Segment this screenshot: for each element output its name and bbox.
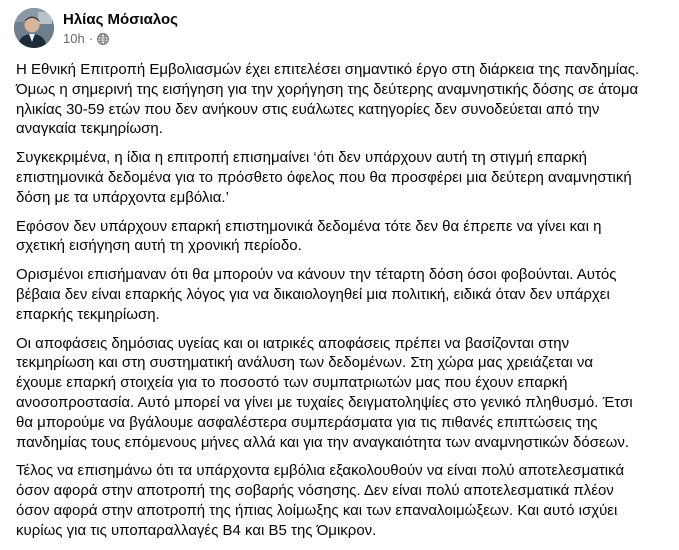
avatar-photo xyxy=(14,8,54,48)
meta-separator: · xyxy=(88,30,94,46)
post-paragraph-4: Ορισμένοι επισήμαναν ότι θα μπορούν να κάνουν την τέταρτη δόση όσοι φοβούνται. Αυτός βέβαια δεν είναι επαρκής λόγος για να δικαιολογηθεί μια πολιτική, ειδικά όταν δεν υπάρχει επαρκής τεκμηρίωση. xyxy=(16,266,617,323)
post-body xyxy=(16,60,676,550)
post-meta xyxy=(63,10,178,47)
avatar[interactable] xyxy=(14,8,54,48)
post-subline xyxy=(63,31,178,47)
post-paragraph-6: Τέλος να επισημάνω ότι τα υπάρχοντα εμβόλια εξακολουθούν να είναι πολύ αποτελεσματικά όσον αφορά στην αποτροπή της σοβαρής νόσησης. Δεν είναι πολύ αποτελεσματικά πλέον όσον αφορά στην αποτροπή της ήπιας λοίμωξης και των επαναλοιμώξεων. Και αυτό ισχύει κυρίως για τις υποπαραλλαγές Β4 και Β5 της Όμικρον. xyxy=(16,462,625,539)
post-paragraph-2: Συγκεκριμένα, η ίδια η επιτροπή επισημαίνει ‘ότι δεν υπάρχουν αυτή τη στιγμή επαρκή επιστημονικά δεδομένα για το πρόσθετο όφελος που θα προσφέρει μια δεύτερη αναμνηστική δόση με τα υπάρχοντα εμβόλια.’ xyxy=(16,149,632,206)
post-time[interactable]: 10h xyxy=(63,30,85,46)
author-name[interactable]: Ηλίας Μόσιαλος xyxy=(63,10,178,28)
globe-icon[interactable] xyxy=(97,33,109,45)
post-paragraph-3: Εφόσον δεν υπάρχουν επαρκή επιστημονικά δεδομένα τότε δεν θα έπρεπε να γίνει και η σχετική εισήγηση αυτή τη χρονική περίοδο. xyxy=(16,217,602,255)
post-header xyxy=(14,8,178,48)
post-paragraph-1: Η Εθνική Επιτροπή Εμβολιασμών έχει επιτελέσει σημαντικό έργο στη διάρκεια της πανδημίας. Όμως η σημερινή της εισήγηση για την χορήγηση της δεύτερης αναμνηστικής δόσης σε άτομα ηλικίας 30-59 ετών που δεν ανήκουν στις ευάλωτες κατηγορίες δεν συνοδεύεται από την αναγκαία τεκμηρίωση. xyxy=(16,61,640,138)
post-paragraph-5: Οι αποφάσεις δημόσιας υγείας και οι ιατρικές αποφάσεις πρέπει να βασίζονται στην τεκμηρίωση και στη συστηματική ανάλυση των δεδομένων. Στη χώρα μας χρειάζεται να έχουμε επαρκή στοιχεία για το ποσοστό των συμπατριωτών μας που έχουν επαρκή ανοσοπροστασία. Αυτό μπορεί να γίνει με τυχαίες δειγματοληψίες στο γενικό πληθυσμό. Έτσι θα μπορούμε να βγάλουμε ασφαλέστερα συμπεράσματα για τις πιθανές επιπτώσεις της πανδημίας τους επόμενους μήνες αλλά και για την αναγκαιότητα των αναμνηστικών δόσεων. xyxy=(16,334,633,451)
